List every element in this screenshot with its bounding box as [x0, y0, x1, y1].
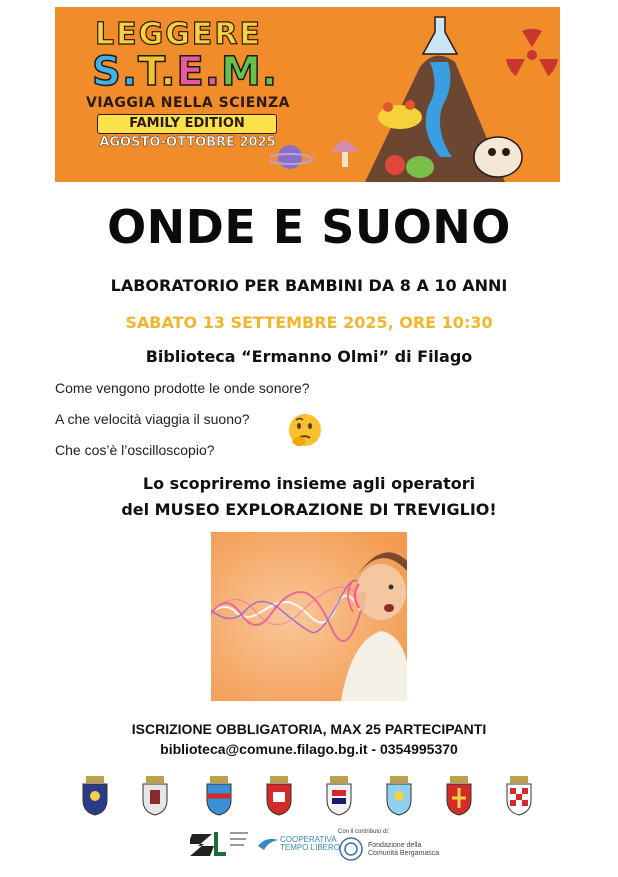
- question-3: Che cos’è l’oscilloscopio?: [55, 442, 215, 458]
- stem-letter-m: M.: [220, 49, 278, 95]
- sl-logo-icon: [190, 828, 250, 860]
- cooperativa-logo: [280, 836, 340, 852]
- tagline-line-2: del MUSEO EXPLORAZIONE DI TREVIGLIO!: [121, 500, 497, 519]
- fondazione-line-2: Comunità Bergamasca: [368, 850, 440, 857]
- creature-icon: [406, 156, 434, 178]
- fondazione-logo-icon: [338, 836, 364, 862]
- sponsor-logos: [0, 826, 618, 866]
- stem-letter-t: T.: [138, 49, 177, 95]
- potion-icon: [385, 155, 405, 175]
- banner-viaggia: VIAGGIA NELLA SCIENZA: [86, 95, 290, 111]
- banner-stem: [75, 49, 295, 95]
- crest-icon: [204, 776, 234, 816]
- crest-icon: [264, 776, 294, 816]
- question-2: A che velocità viaggia il suono?: [55, 411, 250, 427]
- cooperativa-line-2: TEMPO LIBERO: [280, 843, 341, 852]
- crest-icon: [324, 776, 354, 816]
- cooperativa-line-1: COOPERATIVA: [280, 835, 337, 844]
- sound-wave-illustration: [211, 532, 407, 701]
- event-banner: [55, 7, 560, 182]
- tagline-line-1: Lo scopriremo insieme agli operatori: [142, 474, 476, 493]
- banner-dates: AGOSTO-OTTOBRE 2025: [99, 135, 276, 150]
- child-listening-photo: [211, 532, 407, 701]
- crest-icon: [384, 776, 414, 816]
- thinking-face-icon: [286, 412, 324, 450]
- banner-illustration: [270, 7, 560, 182]
- event-date: SABATO 13 SETTEMBRE 2025, ORE 10:30: [125, 313, 493, 332]
- fondazione-logo: [368, 842, 439, 858]
- crest-icon: [504, 776, 534, 816]
- bird-logo-icon: [258, 836, 278, 852]
- flask-icon: [423, 17, 457, 54]
- contributo-label: Con il contributo di:: [338, 829, 390, 835]
- robot-icon: [474, 137, 522, 177]
- question-1: Come vengono prodotte le onde sonore?: [55, 380, 310, 396]
- stem-letter-e: E.: [176, 49, 221, 95]
- event-venue: Biblioteca “Ermanno Olmi” di Filago: [145, 347, 473, 366]
- page-title: ONDE E SUONO: [107, 200, 511, 254]
- radiation-icon: [506, 29, 558, 76]
- crest-icon: [80, 776, 110, 816]
- crest-icon: [444, 776, 474, 816]
- municipal-crests: [80, 776, 540, 818]
- banner-leggere: LEGGERE: [95, 17, 262, 52]
- registration-info: ISCRIZIONE OBBLIGATORIA, MAX 25 PARTECIPANTI: [131, 721, 487, 737]
- event-subtitle: LABORATORIO PER BAMBINI DA 8 A 10 ANNI: [110, 276, 508, 295]
- mushroom-icon: [332, 141, 358, 152]
- banner-family-edition: FAMILY EDITION: [97, 114, 277, 134]
- contact-info[interactable]: biblioteca@comune.filago.bg.it - 0354995370: [160, 741, 458, 757]
- fondazione-line-1: Fondazione della: [368, 842, 422, 849]
- planet-icon: [278, 145, 302, 169]
- crest-icon: [140, 776, 170, 816]
- stem-letter-s: S.: [92, 49, 139, 95]
